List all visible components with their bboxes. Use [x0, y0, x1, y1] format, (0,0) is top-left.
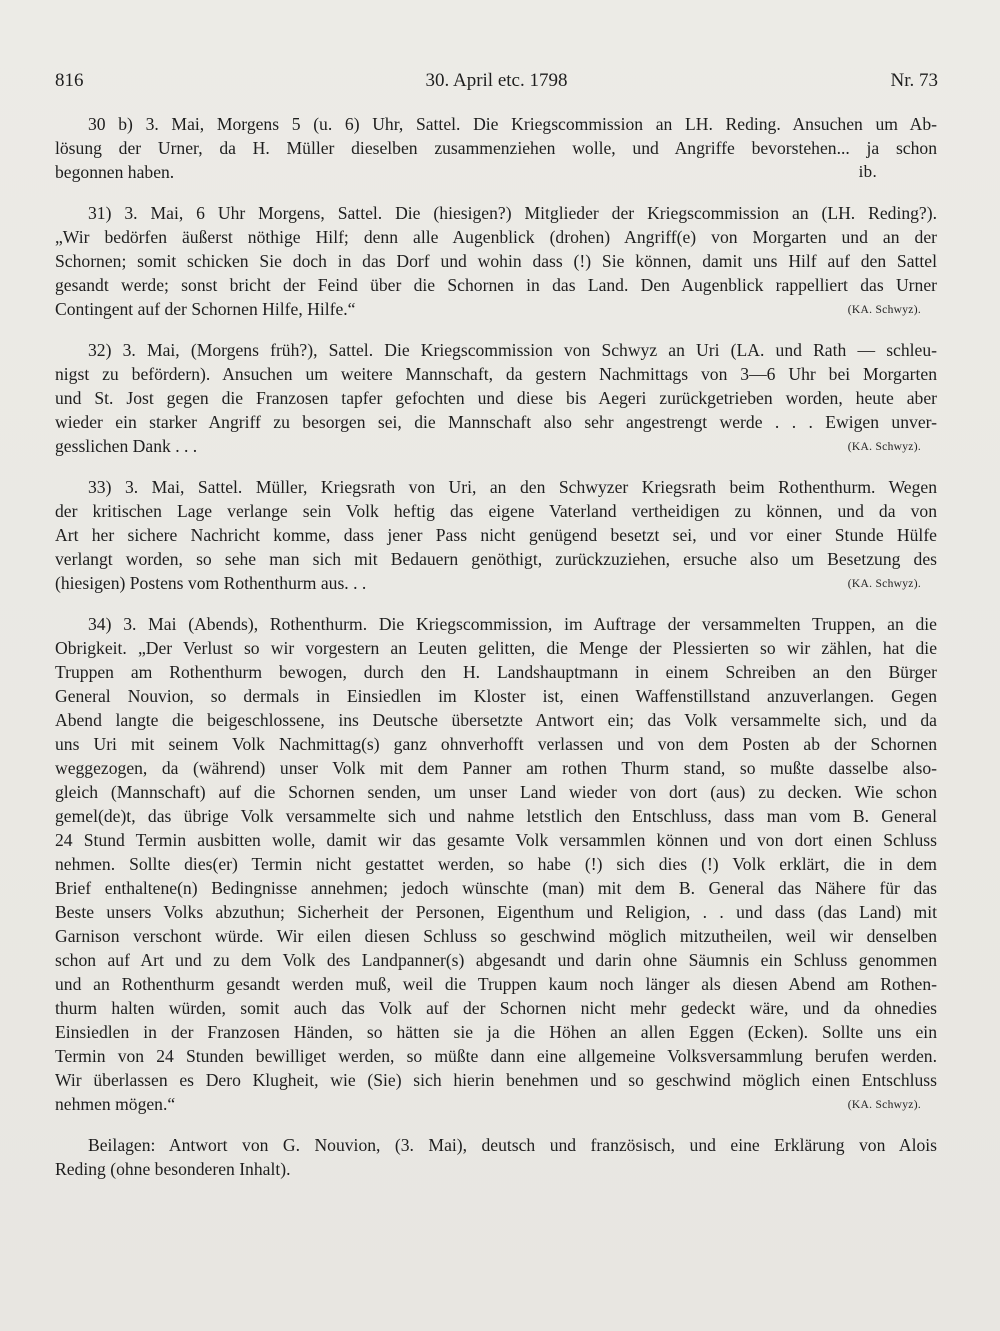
text-line: „Wir bedörfen äußerst nöthige Hilf; denn alle Augenblick (drohen) Angriff(e) von Morgarten und an der [55, 227, 937, 247]
text-line: Termin von 24 Stunden bewilliget werden, so müßte dann eine allgemeine Volksversammlung berufen werden. [55, 1046, 937, 1066]
text-line: 34) 3. Mai (Abends), Rothenthurm. Die Kriegscommission, im Auftrage der versammelten Truppen, an die [88, 614, 937, 634]
running-title: 30. April etc. 1798 [425, 70, 568, 91]
source-citation: (KA. Schwyz). [847, 1099, 921, 1111]
text-line: der kritischen Lage verlange sein Volk heftig das eigene Vaterland vertheidigen zu können, und da von [55, 501, 937, 521]
text-line: thurm halten würden, somit auch das Volk auf der Schornen nicht mehr gedeckt wäre, und da ohnedies [55, 998, 937, 1018]
text-line: (hiesigen) Postens vom Rothenthurm aus. . . (KA. Schwyz). [55, 571, 937, 595]
text-line: Einsiedlen in der Franzosen Händen, so hätten sie ja die Höhen an allen Eggen (Ecken). Sollte uns ein [55, 1022, 937, 1042]
text-line: Wir überlassen es Dero Klugheit, wie (Sie) sich hierin benehmen und so geschwind möglich einen Entschluss [55, 1070, 937, 1090]
entry-paragraph [55, 475, 937, 595]
text-line: Beilagen: Antwort von G. Nouvion, (3. Mai), deutsch und französisch, und eine Erklärung von Alois [88, 1135, 937, 1155]
page-header [55, 70, 938, 98]
page-number: 816 [55, 70, 84, 91]
entry-paragraph [55, 1133, 937, 1181]
text-line: und St. Jost gegen die Franzosen tapfer gefochten und diese bis Aegeri zurückgetrieben worden, heute aber [55, 388, 937, 408]
text-line: General Nouvion, so dermals in Einsiedlen im Kloster ist, einen Waffenstillstand anzuverlangen. Gegen [55, 686, 937, 706]
text-line: Garnison verschont würde. Wir eilen diesen Schluss so geschwind möglich mitzutheilen, weil wir denselben [55, 926, 937, 946]
text-line: wieder ein starker Angriff zu besorgen sei, die Mannschaft also sehr angestrengt werde . . . Ewigen unver- [55, 412, 937, 432]
text-line: und an Rothenthurm gesandt werden muß, weil die Truppen kaum noch länger als diesen Abend am Rothen- [55, 974, 937, 994]
text-line: Brief enthaltene(n) Bedingnisse annehmen; jedoch wünschte (man) mit dem B. General das Nähere für das [55, 878, 937, 898]
entry-paragraph [55, 201, 937, 321]
document-number: Nr. 73 [890, 70, 938, 91]
page-body [55, 112, 937, 1198]
entry-paragraph [55, 338, 937, 458]
text-line: 24 Stund Termin ausbitten wolle, damit wir das gesamte Volk versammlen können und von dort einen Schluss [55, 830, 937, 850]
text-line: nehmen. Sollte dies(er) Termin nicht gestattet werden, so habe (!) sich dies (!) Volk erklärt, die in dem [55, 854, 937, 874]
text-line: Abend langte die beigeschlossene, ins Deutsche übersetzte Antwort ein; das Volk versammelte sich, und da [55, 710, 937, 730]
text-line: Contingent auf der Schornen Hilfe, Hilfe.“ (KA. Schwyz). [55, 297, 937, 321]
text-line: schon auf Art und zu dem Volk des Landpanner(s) abgesandt und darin ohne Säumnis ein Schluss genommen [55, 950, 937, 970]
text-line: Reding (ohne besonderen Inhalt). [55, 1159, 291, 1179]
text-line: 32) 3. Mai, (Morgens früh?), Sattel. Die Kriegscommission von Schwyz an Uri (LA. und Rath — schleu- [88, 340, 937, 360]
entry-paragraph [55, 112, 937, 184]
text-line: gemel(de)t, das übrige Volk versammelte sich und nahme letstlich den Entschluss, dass man vom B. General [55, 806, 937, 826]
text-line: gesslichen Dank . . . (KA. Schwyz). [55, 434, 937, 458]
source-citation: (KA. Schwyz). [847, 441, 921, 453]
text-line: Obrigkeit. „Der Verlust so wir vorgestern an Leuten gelitten, die Menge der Plessierten so wir zählen, hat die [55, 638, 937, 658]
text-line: weggezogen, da (während) unser Volk mit dem Panner am rothen Thurm stand, so mußte dasselbe also- [55, 758, 937, 778]
source-citation: (KA. Schwyz). [847, 578, 921, 590]
source-citation: (KA. Schwyz). [847, 304, 921, 316]
text-line: begonnen haben. ib. [55, 162, 877, 182]
text-line: 33) 3. Mai, Sattel. Müller, Kriegsrath von Uri, an den Schwyzer Kriegsrath beim Rothenthurm. Wegen [88, 477, 937, 497]
text-line: nehmen mögen.“ (KA. Schwyz). [55, 1092, 937, 1116]
text-line: nigst zu befördern). Ansuchen um weitere Mannschaft, da gestern Nachmittags von 3—6 Uhr bei Morgarten [55, 364, 937, 384]
source-citation: ib. [858, 162, 877, 181]
text-line: Art her sichere Nachricht komme, dass jener Pass nicht genügend besetzt sei, und vor einer Stunde Hülfe [55, 525, 937, 545]
text-line: 30 b) 3. Mai, Morgens 5 (u. 6) Uhr, Sattel. Die Kriegscommission an LH. Reding. Ansuchen um Ab- [88, 114, 937, 134]
text-line: uns Uri mit seinem Volk Nachmittag(s) ganz ohnverhofft verlassen und von dem Posten ab der Schornen [55, 734, 937, 754]
text-line: gesandt werde; sonst bricht der Feind über die Schornen in das Land. Den Augenblick rappelliert das Urner [55, 275, 937, 295]
text-line: verlangt worden, so sehe man sich mit Bedauern genöthigt, zurückzuziehen, ersuche also um Besetzung des [55, 549, 937, 569]
text-line: 31) 3. Mai, 6 Uhr Morgens, Sattel. Die (hiesigen?) Mitglieder der Kriegscommission an (LH. Reding?). [88, 203, 937, 223]
text-line: gleich (Mannschaft) auf die Schornen senden, um unser Land wieder von dort (aus) zu decken. Wie schon [55, 782, 937, 802]
text-line: Schornen; somit schicken Sie doch in das Dorf und wohin dass (!) Sie können, damit uns Hilf auf den Sattel [55, 251, 937, 271]
text-line: Truppen am Rothenthurm bewogen, durch den H. Landshauptmann in einem Schreiben an den Bürger [55, 662, 937, 682]
entry-paragraph [55, 612, 937, 1116]
text-line: lösung der Urner, da H. Müller dieselben zusammenziehen wolle, und Angriffe bevorstehen... ja schon [55, 138, 937, 158]
text-line: Beste unsers Volks abzuthun; Sicherheit der Personen, Eigenthum und Religion, . . und dass (das Land) mit [55, 902, 937, 922]
